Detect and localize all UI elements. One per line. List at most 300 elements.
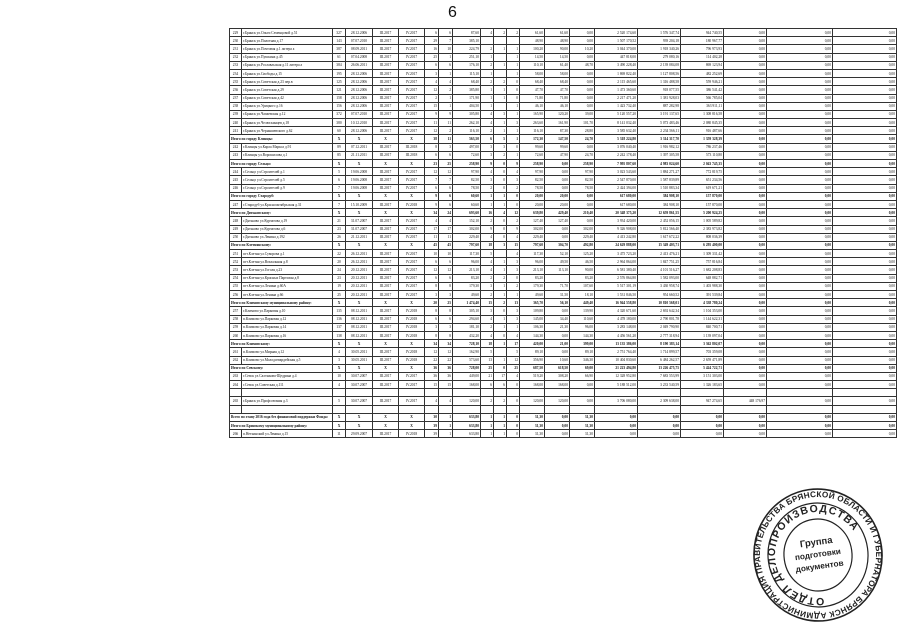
subtotal-row	[230, 160, 897, 168]
table-cell: 7	[439, 37, 453, 45]
table-cell: 6 295 400,00	[681, 241, 724, 249]
table-cell: IV.2017	[399, 110, 425, 118]
table-cell: 0,00	[724, 53, 767, 61]
table-cell: 71,70	[545, 282, 570, 290]
table-cell: IV.2017	[399, 274, 425, 282]
table-cell: 2	[494, 397, 507, 405]
table-row	[230, 78, 897, 86]
table-cell: 1 682 208,83	[681, 266, 724, 274]
table-cell: 21	[333, 217, 346, 225]
subtotal-label: Итого по Дятьковскому:	[230, 209, 333, 217]
table-cell: 195	[333, 69, 346, 77]
address-cell: пгт.Клетня ул.Вокзальная д.8	[242, 258, 333, 266]
table-cell: 21.12.2011	[346, 233, 373, 241]
address-cell: г.Брянск ул.Челюскинцев д.18	[242, 119, 333, 127]
table-cell: 1	[439, 53, 453, 61]
table-cell: 0	[507, 86, 520, 94]
table-cell: 3 934 420,00	[595, 217, 638, 225]
table-cell: 573 110,80	[681, 151, 724, 159]
table-cell: 25	[507, 364, 520, 372]
table-cell: 0,00	[833, 356, 897, 364]
address-cell: г.Стародуб ул.Краснооктябрьская д.31	[242, 200, 333, 208]
table-cell: III.2017	[373, 53, 399, 61]
table-cell: 20	[425, 299, 439, 307]
table-cell: 10	[333, 372, 346, 380]
table-cell: IV.2017	[399, 69, 425, 77]
table-cell: IV.2017	[399, 78, 425, 86]
table-cell: IV.2017	[399, 119, 425, 127]
table-cell: 20.12.2011	[346, 266, 373, 274]
table-cell: 0,00	[767, 250, 833, 258]
table-cell	[494, 405, 507, 413]
table-cell: 115,10	[453, 69, 481, 77]
table-cell: 2 964 864,00	[595, 258, 638, 266]
table-cell: 15	[507, 241, 520, 249]
address-cell: г.Севск ул.Советская д.111	[242, 381, 333, 389]
address-cell: г.Брянск ул.Урицкого д.16	[242, 102, 333, 110]
table-cell: 31,30	[570, 413, 595, 421]
table-cell: 954 660,52	[638, 291, 681, 299]
table-cell	[570, 405, 595, 413]
table-row	[230, 307, 897, 315]
table-cell: 1	[494, 282, 507, 290]
table-cell: 693,60	[453, 209, 481, 217]
table-cell: 0	[494, 176, 507, 184]
table-cell: 0,00	[545, 168, 570, 176]
table-cell: 0	[507, 397, 520, 405]
table-cell: III.2017	[373, 143, 399, 151]
table-cell: 492,80	[570, 241, 595, 249]
table-cell: 9	[507, 160, 520, 168]
address-cell: г.Брянск ул.Чапаевская д.12	[242, 110, 333, 118]
table-cell: 28,80	[570, 127, 595, 135]
table-cell: 0,00	[833, 45, 897, 53]
address-cell: п.Климово ул.Парковая д.16	[242, 331, 333, 339]
table-cell: 772 819,75	[681, 168, 724, 176]
table-row	[230, 372, 897, 380]
table-cell: 2	[481, 274, 494, 282]
table-cell: 651 234,56	[681, 176, 724, 184]
table-cell: 1	[439, 102, 453, 110]
table-cell: 48,90	[520, 37, 545, 45]
table-cell: 5	[333, 397, 346, 405]
table-cell: 5	[507, 348, 520, 356]
table-cell: X	[373, 160, 399, 168]
table-cell: 0,00	[833, 225, 897, 233]
table-cell: 519,20	[520, 372, 545, 380]
table-cell: X	[333, 135, 346, 143]
table-cell: 0,00	[767, 53, 833, 61]
table-cell: 58,00	[520, 69, 545, 77]
subtotal-label: Итого по Севскому:	[230, 364, 333, 372]
table-cell: 1 869 822,40	[595, 69, 638, 77]
table-cell: 0,00	[724, 274, 767, 282]
table-cell: IV.2018	[399, 348, 425, 356]
table-cell: 15	[425, 381, 439, 389]
address-cell: г.Брянск ул.Ольги Семенцовой д.51	[242, 29, 333, 37]
table-cell: 0,00	[833, 37, 897, 45]
table-cell: 0,00	[724, 364, 767, 372]
row-number: 233	[230, 61, 242, 69]
table-cell: 168,00	[545, 381, 570, 389]
table-cell: X	[399, 299, 425, 307]
address-cell: пгт.Клетня ул.Гоголя д.23	[242, 266, 333, 274]
table-cell: III.2017	[373, 78, 399, 86]
table-cell: 1	[507, 151, 520, 159]
row-number: 265	[230, 397, 242, 405]
row-number: 259	[230, 323, 242, 331]
table-cell: 8 141 032,40	[595, 119, 638, 127]
table-cell: 7 683 553,99	[638, 372, 681, 380]
table-cell: 2	[481, 323, 494, 331]
table-cell: 8	[425, 307, 439, 315]
stamp-center-line-1: Группа	[799, 534, 834, 551]
table-cell: 158	[333, 94, 346, 102]
table-cell: 0,00	[724, 168, 767, 176]
table-cell: 1	[481, 413, 494, 421]
subtotal-row	[230, 209, 897, 217]
table-cell: 8	[439, 282, 453, 290]
table-cell: 0,00	[724, 381, 767, 389]
table-cell: 0,00	[767, 372, 833, 380]
table-cell: 0,00	[545, 225, 570, 233]
table-cell: 87,30	[545, 127, 570, 135]
table-cell: 0,00	[767, 233, 833, 241]
table-cell: 0	[507, 94, 520, 102]
address-cell: г.Дятьково ул.Курчатова д.19	[242, 217, 333, 225]
table-cell: X	[346, 135, 373, 143]
table-cell	[373, 405, 399, 413]
table-cell: 0,00	[767, 348, 833, 356]
table-cell	[724, 389, 767, 397]
table-cell: 3	[507, 258, 520, 266]
subtotal-label: Итого по Брянскому муниципальному району:	[230, 422, 333, 430]
table-cell	[481, 405, 494, 413]
table-cell: IV.2017	[399, 282, 425, 290]
table-cell: 0,00	[833, 184, 897, 192]
table-cell: 168,00	[520, 381, 545, 389]
table-row	[230, 45, 897, 53]
table-cell: 0,00	[833, 299, 897, 307]
table-cell: 13 135 386,00	[595, 340, 638, 348]
table-cell: 72,60	[453, 151, 481, 159]
table-cell: 3 023 543,60	[595, 168, 638, 176]
table-cell: 4	[481, 110, 494, 118]
table-cell: 12	[425, 168, 439, 176]
table-cell: 176,10	[453, 61, 481, 69]
table-cell: 12	[439, 348, 453, 356]
table-cell: 48,70	[570, 61, 595, 69]
table-cell: 1	[507, 53, 520, 61]
table-cell: 181,10	[453, 323, 481, 331]
address-cell: г.Сельцо ул.Строителей д.9	[242, 184, 333, 192]
table-cell: III.2017	[373, 307, 399, 315]
table-cell: X	[373, 413, 399, 421]
row-number: 246	[230, 184, 242, 192]
table-cell: 6	[439, 200, 453, 208]
table-cell: IV.2017	[399, 225, 425, 233]
row-number: 241	[230, 127, 242, 135]
table-cell: 0,00	[724, 372, 767, 380]
table-cell: 4	[507, 168, 520, 176]
table-cell: 127,40	[545, 217, 570, 225]
table-cell: 6	[439, 29, 453, 37]
table-cell: 3	[507, 119, 520, 127]
table-cell: 0,00	[724, 430, 767, 438]
table-cell: 0,00	[767, 127, 833, 135]
table-cell: 5 517 301,19	[595, 282, 638, 290]
table-cell: 0,00	[833, 381, 897, 389]
table-cell: 0,00	[545, 430, 570, 438]
table-cell: 0,00	[833, 372, 897, 380]
table-cell: IV.2018	[399, 430, 425, 438]
table-cell: 23	[425, 160, 439, 168]
table-cell: 1	[439, 413, 453, 421]
table-cell: 1	[481, 430, 494, 438]
table-cell	[724, 405, 767, 413]
table-cell: 17	[439, 225, 453, 233]
table-cell: 1	[507, 110, 520, 118]
table-cell: 3 151 303,00	[681, 372, 724, 380]
table-cell: III.2017	[373, 69, 399, 77]
subtotal-row	[230, 413, 897, 421]
table-cell: 0,00	[724, 225, 767, 233]
table-cell: 147,50	[545, 135, 570, 143]
table-cell: 0,00	[767, 200, 833, 208]
table-cell: III.2017	[373, 94, 399, 102]
table-cell: 0,00	[833, 291, 897, 299]
table-cell: IV.2017	[399, 217, 425, 225]
table-cell: III.2017	[373, 266, 399, 274]
table-cell: 20.12.2011	[346, 291, 373, 299]
table-cell: 0,00	[833, 69, 897, 77]
table-cell: 17	[494, 372, 507, 380]
table-cell: 229,40	[570, 233, 595, 241]
table-row	[230, 266, 897, 274]
table-cell: 3 475 723,20	[595, 250, 638, 258]
table-cell: 0,00	[681, 413, 724, 421]
table-cell: 66,90	[570, 372, 595, 380]
table-cell: 449,40	[570, 299, 595, 307]
table-cell: 16	[425, 45, 439, 53]
table-cell: III.2018	[399, 143, 425, 151]
table-cell: IV.2017	[399, 29, 425, 37]
table-cell: 52,10	[545, 250, 570, 258]
table-cell: 180 967,77	[681, 37, 724, 45]
table-cell: 07.07.2010	[346, 37, 373, 45]
row-number: 235	[230, 78, 242, 86]
table-cell: 6	[425, 258, 439, 266]
table-cell: 4	[425, 78, 439, 86]
table-row	[230, 258, 897, 266]
table-cell: 0,00	[724, 61, 767, 69]
table-cell: 83,20	[570, 274, 595, 282]
table-cell: 0,00	[833, 217, 897, 225]
table-cell: 24	[333, 266, 346, 274]
table-cell	[494, 250, 507, 258]
table-cell: 0,00	[767, 61, 833, 69]
table-cell: 0,00	[570, 29, 595, 37]
table-cell: 31.07.2007	[346, 217, 373, 225]
table-cell: 229,40	[453, 233, 481, 241]
table-cell	[638, 389, 681, 397]
table-cell: 1	[439, 430, 453, 438]
table-cell: 302,00	[570, 225, 595, 233]
table-cell: 96,00	[520, 258, 545, 266]
table-cell: 6	[425, 61, 439, 69]
table-cell: 2 692 642,34	[638, 307, 681, 315]
table-cell	[681, 405, 724, 413]
table-cell: IV.2017	[399, 184, 425, 192]
row-number: 229	[230, 29, 242, 37]
table-cell: 0,00	[767, 307, 833, 315]
table-cell: X	[333, 192, 346, 200]
table-cell	[545, 274, 570, 282]
table-cell: 0,00	[724, 94, 767, 102]
table-cell: 161,90	[545, 119, 570, 127]
table-cell: 0,00	[767, 69, 833, 77]
table-cell: 4 456 561,20	[595, 331, 638, 339]
table-cell: 0,00	[833, 151, 897, 159]
table-cell: 96,00	[453, 258, 481, 266]
table-cell: X	[346, 422, 373, 430]
table-cell: X	[399, 340, 425, 348]
table-cell: 1 531 846,50	[595, 291, 638, 299]
row-number: 230	[230, 37, 242, 45]
table-cell: 3 233 540,59	[638, 381, 681, 389]
table-cell: X	[373, 209, 399, 217]
table-cell: 0,00	[767, 209, 833, 217]
row-number: 250	[230, 233, 242, 241]
table-cell	[681, 389, 724, 397]
table-cell: 20	[333, 258, 346, 266]
table-cell: 618,50	[545, 364, 570, 372]
table-cell: IV.2018	[399, 315, 425, 323]
table-cell: 90,00	[570, 266, 595, 274]
table-cell: 1 139 097,04	[681, 331, 724, 339]
row-number: 239	[230, 110, 242, 118]
table-cell: 0,00	[833, 331, 897, 339]
table-cell: 372	[333, 110, 346, 118]
table-cell: 36	[439, 364, 453, 372]
address-cell: п.Климово ул.Парковая д.12	[242, 315, 333, 323]
table-cell: 0,00	[724, 258, 767, 266]
table-cell: 2	[481, 78, 494, 86]
table-cell: 2	[481, 61, 494, 69]
table-cell: 0,00	[767, 160, 833, 168]
table-cell: 60,60	[453, 200, 481, 208]
table-cell: III.2017	[373, 184, 399, 192]
table-cell: 08.12.2011	[346, 315, 373, 323]
table-cell: 0,00	[545, 413, 570, 421]
table-cell: 0,00	[767, 397, 833, 405]
table-cell: 48,90	[545, 37, 570, 45]
table-cell: 0,00	[767, 266, 833, 274]
table-cell: 3 044 370,00	[595, 45, 638, 53]
table-cell: 2 452 056,15	[638, 217, 681, 225]
table-cell: 106,30	[520, 323, 545, 331]
table-cell: 0,00	[833, 323, 897, 331]
table-cell: 251,10	[453, 53, 481, 61]
table-cell: 0,00	[545, 348, 570, 356]
table-cell: III.2017	[373, 127, 399, 135]
table-cell: 1 884 271,27	[638, 168, 681, 176]
table-cell: 28.12.2006	[346, 127, 373, 135]
table-cell: 5	[481, 348, 494, 356]
table-cell: 30.05.2011	[346, 348, 373, 356]
table-cell	[425, 389, 439, 397]
stamp-center-line-3: документов	[795, 558, 845, 575]
table-cell: 0,00	[833, 78, 897, 86]
table-cell: 36	[425, 364, 439, 372]
table-cell: 384 908,10	[638, 192, 681, 200]
table-cell: 10,20	[570, 45, 595, 53]
table-cell: III.2018	[399, 151, 425, 159]
row-number: 245	[230, 176, 242, 184]
table-cell: 404,50	[453, 102, 481, 110]
table-cell: IV.2017	[399, 250, 425, 258]
table-cell: 0,00	[767, 45, 833, 53]
table-cell: 639,80	[520, 209, 545, 217]
row-number: 256	[230, 291, 242, 299]
table-cell: 144,30	[570, 331, 595, 339]
row-number: 252	[230, 258, 242, 266]
table-cell: 3	[333, 356, 346, 364]
table-cell	[520, 389, 545, 397]
table-cell: 432,20	[453, 331, 481, 339]
table-cell: 0,00	[767, 291, 833, 299]
table-cell: IV.2017	[399, 176, 425, 184]
table-cell: 5	[494, 135, 507, 143]
table-cell: 0,00	[833, 397, 897, 405]
table-cell: 0,00	[724, 356, 767, 364]
address-cell: г.Брянск ул.Рославльская д.11 литера а	[242, 61, 333, 69]
table-cell: 0,00	[545, 233, 570, 241]
table-cell: 385,10	[453, 37, 481, 45]
table-row	[230, 119, 897, 127]
table-cell: 887 282,98	[638, 102, 681, 110]
table-cell: 0,00	[570, 143, 595, 151]
table-cell: X	[373, 135, 399, 143]
table-cell: 1	[507, 135, 520, 143]
table-cell: 365,70	[520, 299, 545, 307]
table-cell: 2 115 465,60	[595, 78, 638, 86]
table-cell: 302,00	[453, 225, 481, 233]
table-cell: IV.2017	[399, 372, 425, 380]
table-cell: 1 582 093,00	[638, 274, 681, 282]
table-cell: 20,00	[520, 200, 545, 208]
table-cell: 1	[439, 94, 453, 102]
table-cell: 1	[494, 45, 507, 53]
table-cell: 6	[494, 381, 507, 389]
table-cell: 2 309 638,00	[638, 397, 681, 405]
table-cell: 0,00	[833, 340, 897, 348]
table-cell	[333, 389, 346, 397]
row-number: 262	[230, 356, 242, 364]
table-cell: 30.07.2007	[346, 397, 373, 405]
table-row	[230, 151, 897, 159]
table-cell: III.2017	[373, 274, 399, 282]
table-cell: 120,00	[545, 397, 570, 405]
table-cell: III.2017	[373, 397, 399, 405]
table-cell: 0,00	[767, 364, 833, 372]
table-cell: 31,30	[520, 422, 545, 430]
table-cell: 4	[481, 29, 494, 37]
table-cell: 144,30	[520, 331, 545, 339]
table-cell	[507, 405, 520, 413]
table-cell: 179,30	[453, 282, 481, 290]
table-cell: 384 908,10	[638, 200, 681, 208]
